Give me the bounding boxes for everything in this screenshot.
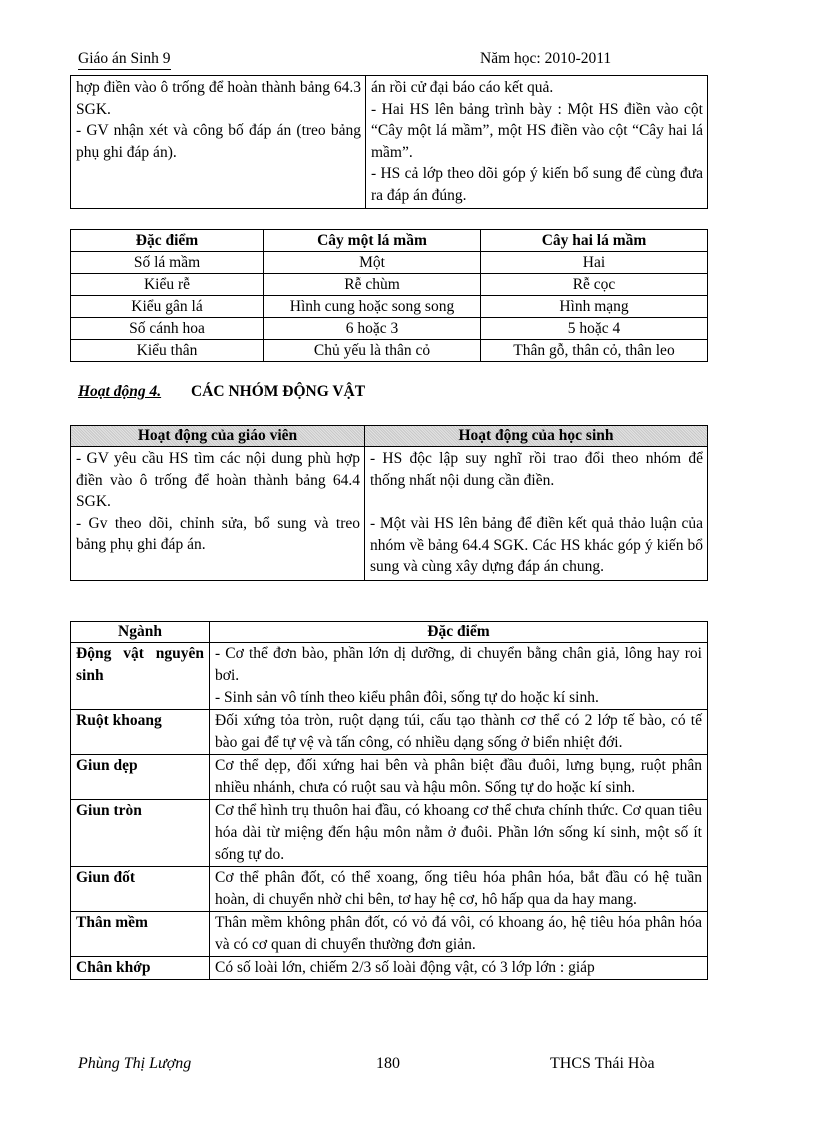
activity-table: [70, 425, 708, 581]
table-row: [71, 643, 708, 710]
teacher-activity-cell: [71, 76, 366, 209]
section-label: Hoạt động 4.: [78, 383, 162, 400]
table-row: [71, 340, 708, 362]
table-cell: Hình cung hoặc song song: [264, 296, 481, 318]
table-cell: Hình mạng: [481, 296, 708, 318]
table-cell: 6 hoặc 3: [264, 318, 481, 340]
paragraph: - Sinh sản vô tính theo kiểu phân đôi, sống tự do hoặc kí sinh.: [215, 689, 599, 706]
paragraph: - Gv theo dõi, chỉnh sửa, bổ sung và treo bảng phụ ghi đáp án.: [76, 514, 360, 553]
phylum-description: Đối xứng tỏa tròn, ruột dạng túi, cấu tạo thành cơ thể có 2 lớp tế bào, có tế bào gai để tự vệ và tấn công, có nhiều dạng sống ở biển nhiệt đới.: [210, 710, 708, 755]
table-header-row: [71, 426, 708, 447]
phylum-description: Có số loài lớn, chiếm 2/3 số loài động vật, có 3 lớp lớn : giáp: [210, 957, 708, 980]
phylum-name: Thân mềm: [71, 912, 210, 957]
table-row: [71, 800, 708, 867]
paragraph: - GV nhận xét và công bố đáp án (treo bảng phụ ghi đáp án).: [76, 122, 361, 161]
table-header-row: [71, 230, 708, 252]
phylum-name: Ruột khoang: [71, 710, 210, 755]
table-row: [71, 710, 708, 755]
phylum-name: Động vật nguyên sinh: [71, 643, 210, 710]
animal-groups-table: [70, 621, 708, 980]
phylum-name: Chân khớp: [71, 957, 210, 980]
phylum-description: Cơ thể dẹp, đối xứng hai bên và phân biệt đầu đuôi, lưng bụng, ruột phân nhiều nhánh, chưa có ruột sau và hậu môn. Sống tự do hoặc kí sinh.: [210, 755, 708, 800]
table-cell: Chủ yếu là thân cỏ: [264, 340, 481, 362]
section-heading: [78, 383, 365, 401]
phylum-description: Thân mềm không phân đốt, có vỏ đá vôi, có khoang áo, hệ tiêu hóa phân hóa và có cơ quan di chuyển thường đơn giản.: [210, 912, 708, 957]
table-cell: Số lá mầm: [71, 252, 264, 274]
paragraph: - HS cả lớp theo dõi góp ý kiến bổ sung để cùng đưa ra đáp án đúng.: [371, 165, 703, 204]
column-header: Hoạt động của học sinh: [365, 426, 708, 447]
header-subject: Giáo án Sinh 9: [78, 50, 171, 70]
paragraph: - Cơ thể đơn bào, phần lớn dị dưỡng, di chuyển bằng chân giả, lông hay roi bơi.: [215, 645, 702, 684]
page-header: [78, 50, 708, 72]
phylum-name: Giun tròn: [71, 800, 210, 867]
table-row: [71, 957, 708, 980]
footer-school: THCS Thái Hòa: [550, 1055, 655, 1072]
column-header: Đặc điểm: [71, 230, 264, 252]
page-number: 180: [376, 1055, 400, 1072]
phylum-name: Giun đốt: [71, 867, 210, 912]
table-row: [71, 296, 708, 318]
section-title: CÁC NHÓM ĐỘNG VẬT: [190, 383, 366, 400]
table-cell: 5 hoặc 4: [481, 318, 708, 340]
phylum-description: Cơ thể phân đốt, có thể xoang, ống tiêu hóa phân hóa, bắt đầu có hệ tuần hoàn, di chuyển nhờ chi bên, tơ hay hệ cơ, hô hấp qua da hay mang.: [210, 867, 708, 912]
table-cell: Hai: [481, 252, 708, 274]
table-row: [71, 76, 708, 209]
table-row: [71, 252, 708, 274]
table-cell: Rễ chùm: [264, 274, 481, 296]
table-row: [71, 318, 708, 340]
table-header-row: [71, 622, 708, 643]
teacher-activity-cell: [71, 447, 365, 581]
paragraph: - HS độc lập suy nghĩ rồi trao đổi theo nhóm để thống nhất nội dung cần điền.: [370, 450, 703, 489]
column-header: Cây một lá mầm: [264, 230, 481, 252]
table-row: [71, 447, 708, 581]
table-cell: Kiểu gân lá: [71, 296, 264, 318]
paragraph: - Một vài HS lên bảng để điền kết quả thảo luận của nhóm về bảng 64.4 SGK. Các HS khác góp ý kiến bổ sung và cùng xây dựng đáp án chung.: [370, 515, 703, 575]
table-row: [71, 867, 708, 912]
paragraph: - Hai HS lên bảng trình bày : Một HS điền vào cột “Cây một lá mầm”, một HS điền vào cột “Cây hai lá mầm”.: [371, 100, 703, 161]
table-row: [71, 274, 708, 296]
table-row: [71, 755, 708, 800]
page-footer: [78, 1055, 678, 1079]
column-header: Ngành: [71, 622, 210, 643]
table-cell: Kiểu rễ: [71, 274, 264, 296]
table-cell: Kiểu thân: [71, 340, 264, 362]
table-cell: Một: [264, 252, 481, 274]
activity-continuation-table: [70, 75, 708, 209]
paragraph: án rồi cử đại báo cáo kết quả.: [371, 79, 554, 96]
table-cell: Thân gỗ, thân cỏ, thân leo: [481, 340, 708, 362]
column-header: Cây hai lá mầm: [481, 230, 708, 252]
plant-comparison-table: [70, 229, 708, 362]
table-cell: Số cánh hoa: [71, 318, 264, 340]
table-row: [71, 912, 708, 957]
column-header: Đặc điểm: [210, 622, 708, 643]
table-cell: Rễ cọc: [481, 274, 708, 296]
student-activity-cell: [366, 76, 708, 209]
paragraph: hợp điền vào ô trống để hoàn thành bảng 64.3 SGK.: [76, 79, 361, 118]
paragraph: - GV yêu cầu HS tìm các nội dung phù hợp điền vào ô trống để hoàn thành bảng 64.4 SGK.: [76, 450, 360, 510]
phylum-description: [210, 643, 708, 710]
header-school-year: Năm học: 2010-2011: [480, 50, 612, 67]
column-header: Hoạt động của giáo viên: [71, 426, 365, 447]
student-activity-cell: [365, 447, 708, 581]
phylum-name: Giun dẹp: [71, 755, 210, 800]
footer-author: Phùng Thị Lượng: [78, 1055, 192, 1072]
phylum-description: Cơ thể hình trụ thuôn hai đầu, có khoang cơ thể chưa chính thức. Cơ quan tiêu hóa dài từ miệng đến hậu môn nằm ở đuôi. Phần lớn sống kí sinh, một số ít sống tự do.: [210, 800, 708, 867]
